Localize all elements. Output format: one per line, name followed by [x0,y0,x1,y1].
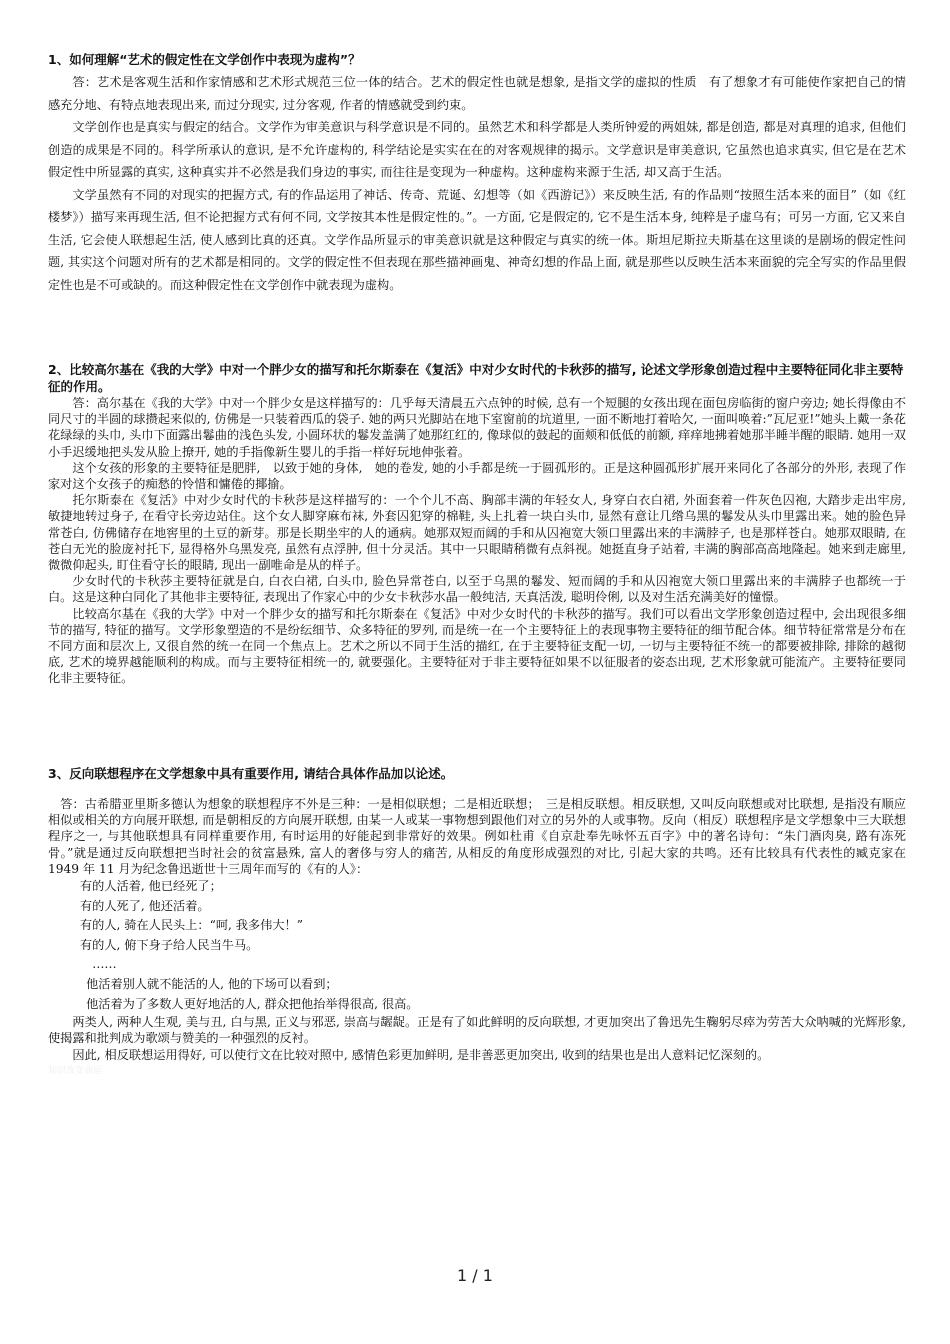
question-3-answer-paragraph: 答：古希腊亚里斯多德认为想象的联想程序不外是三种：一是相似联想；二是相近联想； 三是相反联想。相反联想, 又叫反向联想或对比联想, 是指没有顺应相似或相关的方向展开联想, 而是朝相反的方向展开联想, 由某一人或某一事物想到跟他们对立的另外的人或事物。反向（相反）联想程序是文学想象中三大联想程序之一, 与其他联想具有同样重要作用, 有时运用的好能起到非常好的效果。例如杜甫《自京赴奉先咏怀五百字》中的著名诗句：“朱门酒肉臭, 路有冻死骨。”就是通过反向联想把当时社会的贫富悬殊, 富人的奢侈与穷人的痛苦, 从相反的角度形成强烈的对比, 引起大家的共鸣。还有比较具有代表性的臧克家在 1949 年 11 月为纪念鲁迅逝世十三周年而写的《有的人》： [48,797,906,876]
poem-line: 有的人, 骑在人民头上：“呵, 我多伟大！” [80,918,303,933]
question-2-answer-paragraph: 答：高尔基在《我的大学》中对一个胖少女是这样描写的：几乎每天清晨五六点钟的时候, 总有一个短腿的女孩出现在面包房临街的窗户旁边; 她长得像由不同尺寸的半圆的球攒起来似的, 仿佛是一只装着西瓜的袋子. 她的两只光脚站在地下室窗前的坑道里, 一面不断地打着哈欠, 一面叫唤着:”瓦尼亚!”她头上戴一条花花绿绿的头巾, 头巾下面露出鬈曲的浅色头发, 小圆环状的鬈发盖满了她那红红的, 像球似的鼓起的面颊和低低的前额, 痒痒地拂着她那半睡半醒的眼睛. 她用一双小手迟缓地把头发从脸上撩开, 她的手指像新生婴儿的手指一样好玩地伸张着。 [48,396,906,459]
question-2-heading: 2、比较高尔基在《我的大学》中对一个胖少女的描写和托尔斯泰在《复活》中对少女时代的卡秋莎的描写, 论述文学形象创造过程中主要特征同化非主要特征的作用。 [48,362,904,394]
question-2-answer-paragraph: 托尔斯泰在《复活》中对少女时代的卡秋莎是这样描写的：一个个儿不高、胸部丰满的年轻女人, 身穿白衣白裙, 外面套着一件灰色囚袍, 大踏步走出牢房, 敏捷地转过身子, 在看守长旁边站住。这个女人脚穿麻布袜, 外套囚犯穿的棉鞋, 头上扎着一块白头巾, 显然有意让几绺乌黑的鬈发从头巾里露出来。她的脸色异常苍白, 仿佛储存在地窖里的土豆的新芽。那是长期坐牢的人的通病。她那双短而阔的手和从囚袍宽大领口里露出来的丰满脖子, 也是那样苍白。她那双眼睛, 在苍白无光的脸庞衬托下, 显得格外乌黑发亮, 虽然有点浮肿, 但十分灵活。其中一只眼睛稍微有点斜视。她挺直身子站着, 丰满的胸部高高地隆起。她来到走廊里, 微微仰起头, 盯住看守长的眼睛, 现出一副唯命是从的样子。 [48,493,906,573]
poem-line: 有的人, 俯下身子给人民当牛马。 [80,937,259,952]
poem-block [48,877,906,1014]
question-3-conclusion-paragraph: 两类人, 两种人生观, 美与丑, 白与黑, 正义与邪恶, 崇高与龌龊。正是有了如此鲜明的反向联想, 才更加突出了鲁迅先生鞠躬尽瘁为劳苦大众呐喊的光辉形象, 使揭露和批判成为歌颂与赞美的一种强烈的反衬。 [48,1015,906,1046]
question-2-answer-paragraph: 这个女孩的形象的主要特征是肥胖, 以致于她的身体, 她的卷发, 她的小手都是统一于圆孤形的。正是这种圆孤形扩展开来同化了各部分的外形, 表现了作家对这个女孩子的痴愁的怜惜和慵倦的揶揄。 [48,460,906,492]
question-2-answer-paragraph: 少女时代的卡秋莎主要特征就是白, 白衣白裙, 白头巾, 脸色异常苍白, 以至于乌黑的鬈发、短而阔的手和从囚袍宽大领口里露出来的丰满脖子也都统一于白。这是这种白同化了其他非主要特征, 表现出了作家心中的少女卡秋莎水晶一般纯洁, 天真活泼, 聪明伶俐, 以及对生活充满美好的憧憬。 [48,574,906,605]
question-3-heading: 3、反向联想程序在文学想象中具有重要作用, 请结合具体作品加以论述。 [48,766,454,781]
question-2-answer-paragraph: 比较高尔基在《我的大学》中对一个胖少女的描写和托尔斯泰在《复活》中对少女时代的卡秋莎的描写。我们可以看出文学形象创造过程中, 会出现很多细节的描写, 特征的描写。文学形象塑造的不是纷纭细节、众多特征的罗列, 而是统一在一个主要特征上的表现事物主要特征的细节配合体。细节特征常常是分布在不同方面和层次上, 又很自然的统一在同一个焦点上。艺术之所以不同于生活的描红, 在于主要特征支配一切, 一切与主要特征不统一的都要被排除, 排除的越彻底, 艺术的境界越能顺利的构成。而与主要特征相统一的, 就要强化。主要特征对于非主要特征如果不以征服者的姿态出现, 艺术形象就可能流产。主要特征要同化非主要特征。 [48,606,906,686]
page-indicator: 1 / 1 [457,1266,493,1285]
question-1-heading: 1、如何理解“艺术的假定性在文学创作中表现为虚构”？ [48,52,361,67]
poem-ellipsis: …… [92,957,117,972]
poem-line: 有的人死了, 他还活着。 [80,898,210,913]
question-1-answer-paragraph: 文学虽然有不同的对现实的把握方式, 有的作品运用了神话、传奇、荒诞、幻想等（如《西游记》）来反映生活, 有的作品则“按照生活本来的面目”（如《红楼梦》）描写来再现生活, 但不论把握方式有何不同, 文学按其本性是假定性的。”。一方面, 它是假定的, 它不是生活本身, 纯粹是子虚乌有；可另一方面, 它又来自生活, 它会使人联想起生活, 使人感到比真的还真。文学作品所显示的审美意识就是这种假定与真实的统一体。斯坦尼斯拉夫斯基在这里谈的是剧场的假定性问题, 其实这个问题对所有的艺术都是相同的。文学的假定性不但表现在那些描神画鬼、神奇幻想的作品上面, 就是那些以反映生活本来面貌的完全写实的作品里假定性也是不可或缺的。而这种假定性在文学创作中就表现为虚构。 [48,187,906,292]
question-3-conclusion-paragraph: 因此, 相反联想运用得好, 可以使行文在比较对照中, 感情色彩更加鲜明, 是非善恶更加突出, 收到的结果也是出人意料记忆深刻的。 [72,1047,770,1062]
faint-watermark-text: 知识改变命运 [48,1065,103,1076]
question-1-section [48,51,906,296]
question-1-answer-paragraph: 答：艺术是客观生活和作家情感和艺术形式规范三位一体的结合。艺术的假定性也就是想象, 是指文学的虚拟的性质 有了想象才有可能使作家把自己的情感充分地、有特点地表现出来, 而过分现实, 过分客观, 作者的情感就受到约束。 [48,75,906,112]
question-3-section [48,765,906,1076]
poem-line: 有的人活着, 他已经死了； [80,879,222,894]
question-1-answer-paragraph: 文学创作也是真实与假定的结合。文学作为审美意识与科学意识是不同的。虽然艺术和科学都是人类所钟爱的两姐妹, 都是创造, 都是对真理的追求, 但他们创造的成果是不同的。科学所承认的意识, 是不允许虚构的, 科学结论是实实在在的对客观规律的揭示。文学意识是审美意识, 它虽然也追求真实, 但它是在艺术假定性中所显露的真实, 这种真实并不必然是我们身边的事实, 而往往是变现为一种虚构。这种虚构来源于生活, 却又高于生活。 [48,120,906,179]
poem-line: 他活着为了多数人更好地活的人, 群众把他抬举得很高, 很高。 [86,996,419,1011]
poem-line: 他活着别人就不能活的人, 他的下场可以看到； [86,976,338,991]
question-2-section [48,361,906,687]
